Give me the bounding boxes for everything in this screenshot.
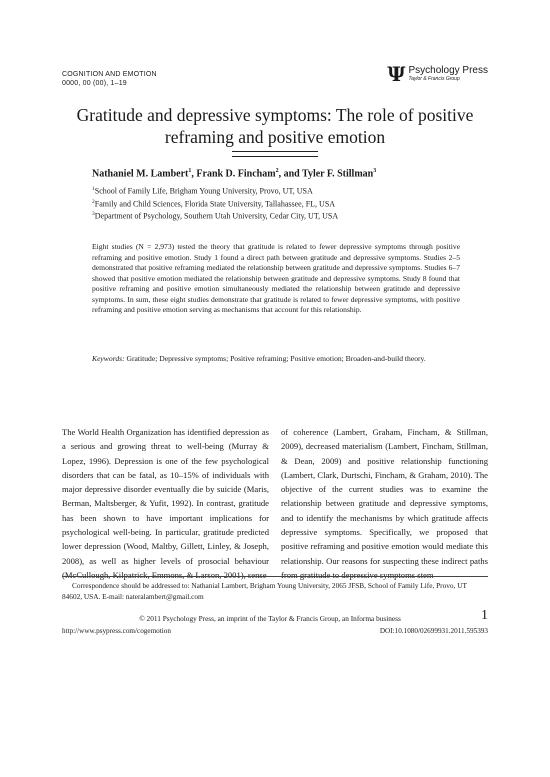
affiliation-number: 2 <box>92 198 95 205</box>
footnote-divider <box>62 576 488 577</box>
author-affiliation-marker: 3 <box>373 168 377 174</box>
title-divider <box>232 151 318 157</box>
author-name: Nathaniel M. Lambert <box>92 168 189 180</box>
affiliation-item <box>92 209 338 222</box>
keywords-text: Gratitude; Depressive symptoms; Positive reframing; Positive emotion; Broaden-and-build theory. <box>126 354 426 363</box>
affiliation-item <box>92 184 338 197</box>
author-list <box>92 168 376 179</box>
footer-links <box>62 627 488 635</box>
author-separator: , <box>191 168 197 180</box>
abstract: Eight studies (N = 2,973) tested the theory that gratitude is related to fewer depressive symptoms through positive reframing and positive emotion. Study 1 found a direct path between gratitude and depressive symptoms. Studies 2–5 demonstrated that positive reframing mediated the relationship between gratitude and depressive symptoms. Studies 6–7 showed that positive emotion mediated the relationship between gratitude and depressive symptoms. Study 8 found that positive reframing and positive emotion simultaneously mediated the relationship between gratitude and depressive symptoms. In sum, these eight studies demonstrate that gratitude is related to fewer depressive symptoms, with positive reframing and positive emotion serving as mechanisms that account for this relationship. <box>92 242 460 314</box>
keywords-label: Keywords: <box>92 354 125 363</box>
correspondence-note: Correspondence should be addressed to: Nathanial Lambert, Brigham Young University, 2065 JFSB, School of Family Life, Provo, UT 84602, USA. E-mail: nateralambert@gmail.com <box>62 581 467 601</box>
journal-info <box>62 70 157 88</box>
copyright-notice: © 2011 Psychology Press, an imprint of the Taylor & Francis Group, an Informa business <box>139 614 401 623</box>
body-column-right: of coherence (Lambert, Graham, Fincham, & Stillman, 2009), decreased materialism (Lambert, Fincham, Stillman, & Dean, 2009) and positive relationship functioning (Lambert, Clark, Durtschi, Fincham, & Graham, 2010). The objective of the current studies was to examine the relationship between gratitude and depressive symptoms, and to identify the mechanisms by which gratitude affects depressive symptoms. Specifically, we proposed that positive reframing and positive emotion would mediate this relationship. Our reasons for suspecting these indirect paths from gratitude to depressive symptoms stem <box>281 427 488 580</box>
body-column-left: The World Health Organization has identified depression as a serious and growing threat to well-being (Murray & Lopez, 1996). Depression is one of the few psychological disorders that can be fatal, as 10–15% of individuals with major depressive disorder eventually die by suicide (Maris, Berman, Maltsberger, & Yufit, 1992). In contrast, gratitude has been shown to have important implications for psychological well-being. In particular, gratitude predicted lower depression (Wood, Maltby, Gillett, Linley, & Joseph, 2008), as well as higher levels of prosocial behaviour (McCullough, Kilpatrick, Emmons, & Larson, 2001), sense <box>62 427 269 580</box>
affiliation-list <box>92 184 338 222</box>
author-separator: , and <box>278 168 303 180</box>
publisher-name: Psychology Press <box>408 65 488 76</box>
affiliation-text: Family and Child Sciences, Florida State University, Tallahassee, FL, USA <box>94 199 336 209</box>
publisher-subtitle: Taylor & Francis Group <box>408 76 460 82</box>
author-affiliation-marker: 2 <box>275 168 279 174</box>
article-title: Gratitude and depressive symptoms: The role of positive reframing and positive emotion <box>76 105 474 147</box>
page-number: 1 <box>481 608 488 623</box>
affiliation-text: School of Family Life, Brigham Young University, Provo, UT, USA <box>94 186 313 196</box>
journal-name: COGNITION AND EMOTION <box>62 71 157 78</box>
author-affiliation-marker: 1 <box>188 168 192 174</box>
keywords <box>92 354 460 365</box>
psi-logo-icon: Ψ <box>387 62 406 86</box>
affiliation-number: 3 <box>92 211 95 218</box>
affiliation-item <box>92 197 338 210</box>
affiliation-number: 1 <box>92 186 95 192</box>
doi[interactable]: DOI:10.1080/02699931.2011.595393 <box>379 627 488 635</box>
journal-volume: 0000, 00 (00), 1–19 <box>62 80 127 87</box>
journal-url[interactable]: http://www.psypress.com/cogemotion <box>62 627 171 635</box>
author-name: Tyler F. Stillman <box>302 168 374 180</box>
author-name: Frank D. Fincham <box>196 168 276 180</box>
affiliation-text: Department of Psychology, Southern Utah University, Cedar City, UT, USA <box>94 211 339 221</box>
publisher-logo <box>387 62 488 86</box>
